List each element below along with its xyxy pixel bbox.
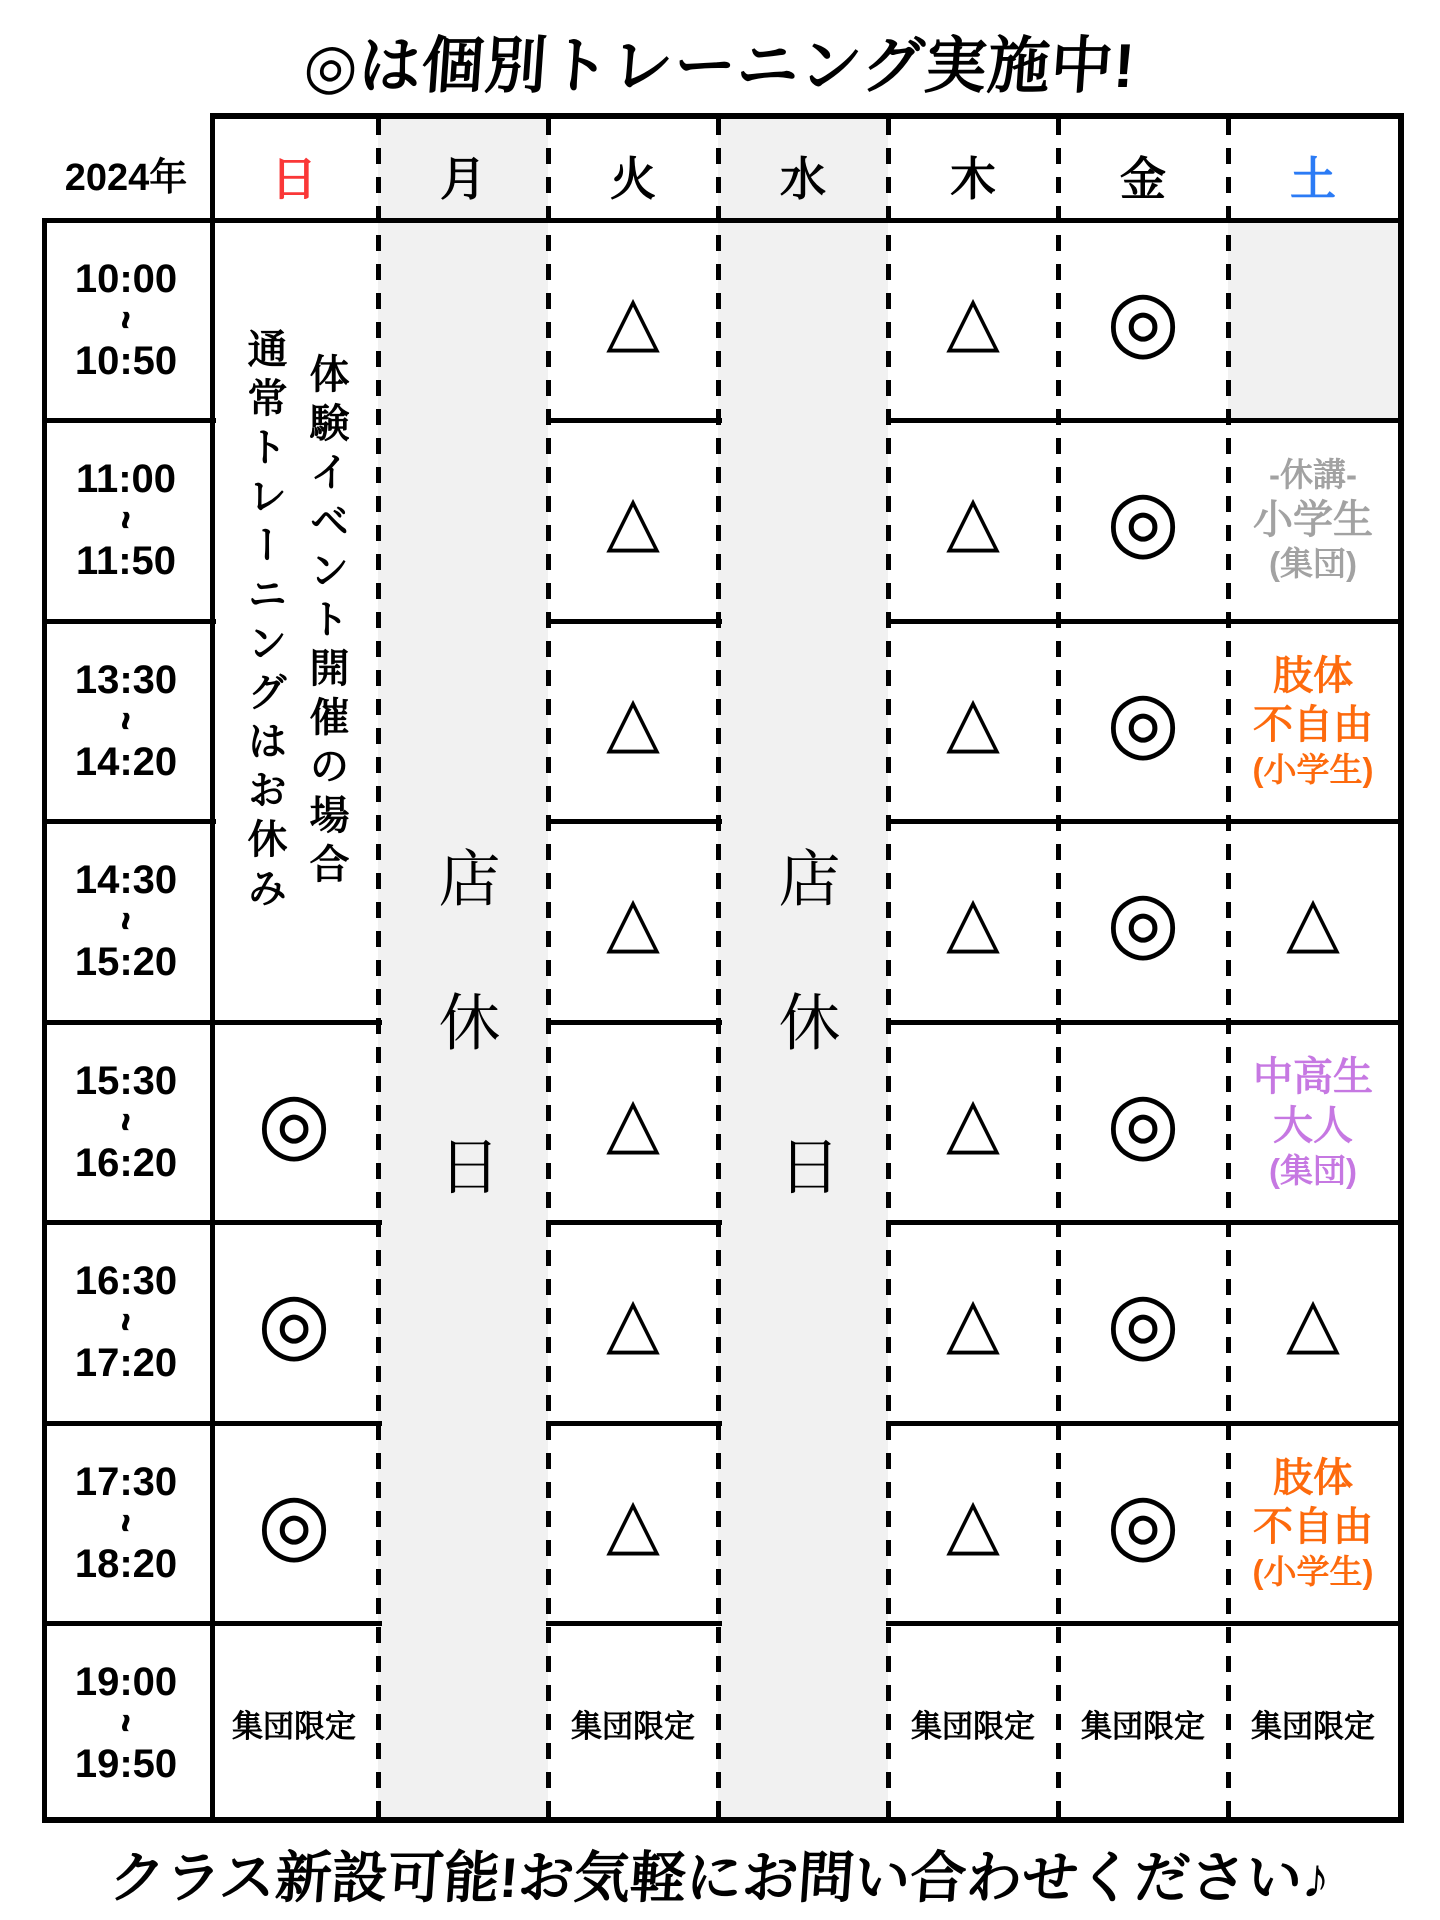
- time-row-1430: [42, 823, 210, 1019]
- note-line-1: 体験イベント開催の場合: [304, 352, 348, 892]
- slot-fri-1900: 集団限定: [1081, 1708, 1205, 1744]
- class-label: 大人: [1273, 1103, 1353, 1148]
- tilde-separator: ~: [99, 510, 153, 530]
- time-row-1730: [42, 1425, 210, 1621]
- time-end: 10:50: [74, 339, 178, 383]
- time-row-1530: [42, 1024, 210, 1220]
- time-end: 11:50: [75, 539, 177, 583]
- saturday-1000-empty-cell: [1228, 222, 1398, 418]
- slot-tue-1630: △: [606, 1281, 660, 1363]
- group-label: (集団): [1269, 1151, 1357, 1189]
- slot-sun-1530: ◎: [257, 1073, 331, 1171]
- tilde-separator: ~: [99, 1513, 153, 1533]
- time-row-1000: [42, 222, 210, 418]
- class-label: 不自由: [1253, 1504, 1373, 1549]
- cancelled-label: -休講-: [1269, 456, 1357, 494]
- time-row-1630: [42, 1224, 210, 1420]
- class-label: 不自由: [1253, 702, 1373, 747]
- slot-sat-1730-physically-impaired: [1228, 1425, 1398, 1621]
- slot-fri-1630: ◎: [1106, 1273, 1180, 1371]
- class-label: 肢体: [1273, 654, 1353, 699]
- slot-tue-1100: △: [606, 479, 660, 561]
- slot-sat-1100-cancelled: [1228, 422, 1398, 618]
- slot-sun-1730: ◎: [257, 1474, 331, 1572]
- slot-fri-1730: ◎: [1106, 1474, 1180, 1572]
- day-header-saturday: 土: [1290, 153, 1336, 205]
- slot-sat-1430: △: [1286, 880, 1340, 962]
- time-row-1900: [42, 1625, 210, 1821]
- grade-label: (小学生): [1252, 750, 1374, 788]
- slot-fri-1430: ◎: [1106, 872, 1180, 970]
- slot-sat-1330-physically-impaired: [1228, 623, 1398, 819]
- group-label: (集団): [1269, 545, 1357, 583]
- time-start: 17:30: [74, 1460, 178, 1504]
- page-title: ◎は個別トレーニング実施中!: [301, 32, 1138, 101]
- monday-closed-label: 店休日: [428, 846, 501, 1278]
- footer-message: クラス新設可能!お気軽にお問い合わせください♪: [107, 1846, 1333, 1909]
- slot-thu-1630: △: [946, 1281, 1000, 1363]
- slot-tue-1000: △: [606, 279, 660, 361]
- time-end: 14:20: [74, 740, 178, 784]
- grade-label: (小学生): [1252, 1552, 1374, 1590]
- slot-thu-1100: △: [946, 479, 1000, 561]
- slot-thu-1900: 集団限定: [911, 1708, 1035, 1744]
- slot-fri-1330: ◎: [1106, 672, 1180, 770]
- class-label: 中高生: [1253, 1055, 1373, 1100]
- grade-label: 小学生: [1253, 497, 1373, 542]
- slot-fri-1100: ◎: [1106, 471, 1180, 569]
- time-start: 19:00: [74, 1660, 178, 1704]
- day-header-thursday: 木: [950, 153, 996, 205]
- time-start: 14:30: [74, 858, 178, 902]
- time-start: 16:30: [74, 1259, 178, 1303]
- slot-tue-1530: △: [606, 1081, 660, 1163]
- day-header-friday: 金: [1120, 153, 1166, 205]
- year-label: 2024年: [64, 157, 188, 199]
- time-end: 18:20: [74, 1542, 178, 1586]
- day-header-tuesday: 火: [610, 153, 656, 205]
- time-start: 15:30: [74, 1059, 178, 1103]
- time-start: 13:30: [74, 658, 178, 702]
- time-row-1100: [42, 422, 210, 618]
- tilde-separator: ~: [99, 1112, 153, 1132]
- slot-thu-1330: △: [946, 680, 1000, 762]
- table-top-border: [210, 113, 1404, 119]
- tilde-separator: ~: [99, 310, 153, 330]
- slot-thu-1430: △: [946, 880, 1000, 962]
- slot-tue-1730: △: [606, 1482, 660, 1564]
- slot-sun-1900: 集団限定: [232, 1708, 356, 1744]
- day-header-sunday: 日: [271, 153, 317, 205]
- note-line-2: 通常トレーニングはお休み: [242, 328, 286, 916]
- slot-sat-1900: 集団限定: [1251, 1708, 1375, 1744]
- slot-sat-1630: △: [1286, 1281, 1340, 1363]
- day-header-wednesday: 水: [780, 153, 826, 205]
- time-row-1330: [42, 623, 210, 819]
- slot-fri-1530: ◎: [1106, 1073, 1180, 1171]
- tilde-separator: ~: [99, 911, 153, 931]
- tilde-separator: ~: [99, 1713, 153, 1733]
- slot-sat-1530-teens-adults: [1228, 1024, 1398, 1220]
- slot-tue-1900: 集団限定: [571, 1708, 695, 1744]
- slot-sun-1630: ◎: [257, 1273, 331, 1371]
- slot-fri-1000: ◎: [1106, 271, 1180, 369]
- tilde-separator: ~: [99, 1312, 153, 1332]
- slot-thu-1730: △: [946, 1482, 1000, 1564]
- sunday-trial-event-note: [212, 233, 378, 1011]
- time-end: 16:20: [74, 1141, 178, 1185]
- slot-tue-1330: △: [606, 680, 660, 762]
- slot-thu-1530: △: [946, 1081, 1000, 1163]
- time-end: 15:20: [74, 940, 178, 984]
- wednesday-closed-label: 店休日: [768, 846, 841, 1278]
- class-label: 肢体: [1273, 1456, 1353, 1501]
- slot-thu-1000: △: [946, 279, 1000, 361]
- time-end: 17:20: [74, 1341, 178, 1385]
- time-end: 19:50: [74, 1742, 178, 1786]
- slot-tue-1430: △: [606, 880, 660, 962]
- tilde-separator: ~: [99, 711, 153, 731]
- table-right-border: [1398, 113, 1404, 1823]
- day-header-monday: 月: [440, 153, 486, 205]
- time-start: 11:00: [75, 457, 177, 501]
- time-start: 10:00: [74, 257, 178, 301]
